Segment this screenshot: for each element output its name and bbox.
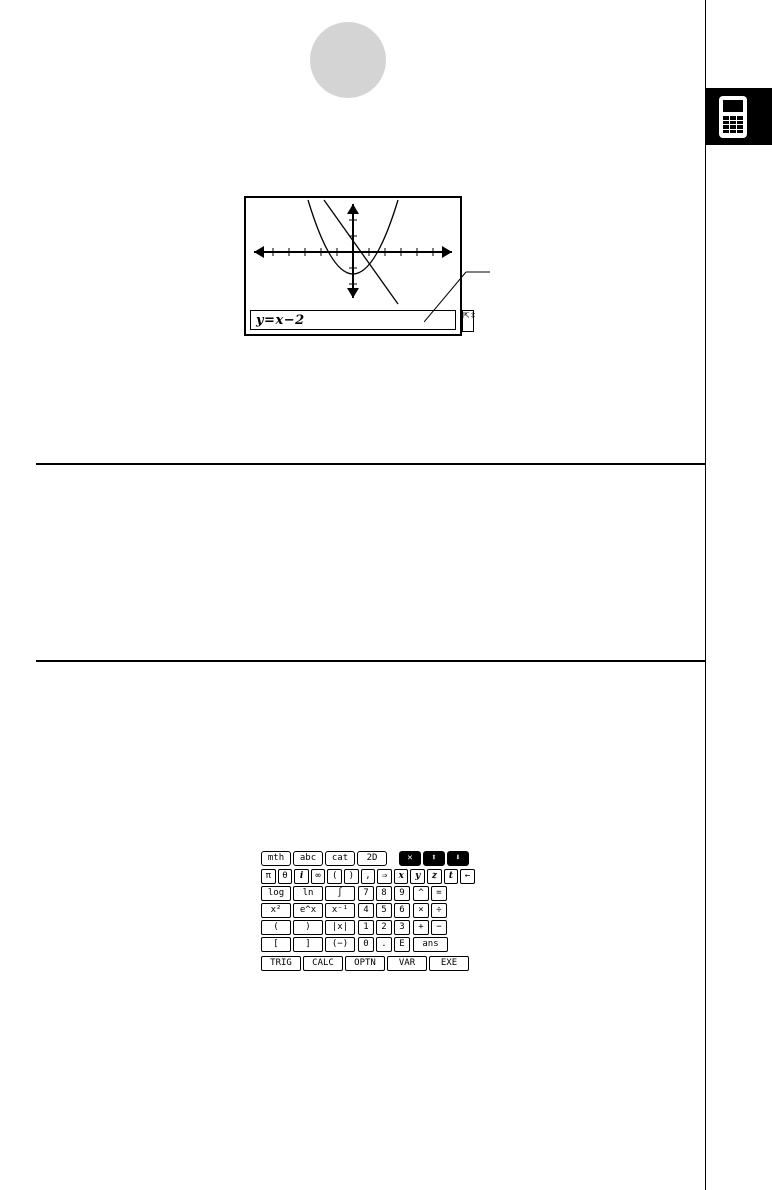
keyboard-function-block — [261, 886, 355, 954]
key-bracket-open[interactable]: [ — [261, 937, 291, 952]
key-ln[interactable]: ln — [293, 886, 323, 901]
tab-abc[interactable]: abc — [293, 851, 323, 866]
key-var[interactable]: VAR — [387, 956, 427, 971]
key-negative-sign[interactable]: (−) — [325, 937, 355, 952]
key-log[interactable]: log — [261, 886, 291, 901]
key-0[interactable]: 0 — [358, 937, 374, 952]
key-exe[interactable]: EXE — [429, 956, 469, 971]
key-3[interactable]: 3 — [394, 920, 410, 935]
keyboard-symbol-row — [261, 869, 475, 884]
key-backspace-icon[interactable]: ← — [460, 869, 475, 884]
key-exponent[interactable]: E — [394, 937, 410, 952]
key-minus[interactable]: − — [431, 920, 447, 935]
calculator-icon-keys — [723, 116, 743, 133]
key-plus[interactable]: + — [413, 920, 429, 935]
page-edge-rule — [705, 0, 706, 1190]
callout-leader-line — [424, 264, 490, 324]
key-equals[interactable]: = — [431, 886, 447, 901]
corner-tab — [706, 88, 772, 145]
key-paren-open-2[interactable]: ( — [261, 920, 291, 935]
close-keyboard-icon[interactable]: ✕ — [399, 851, 421, 866]
key-4[interactable]: 4 — [358, 903, 374, 918]
key-decimal-point[interactable]: . — [376, 937, 392, 952]
keyboard-numeric-block — [358, 886, 410, 954]
key-1[interactable]: 1 — [358, 920, 374, 935]
key-2[interactable]: 2 — [376, 920, 392, 935]
key-integral[interactable]: ∫ — [325, 886, 355, 901]
keyboard-menu-row — [261, 956, 475, 971]
scroll-down-icon[interactable]: ⬇ — [447, 851, 469, 866]
key-calc[interactable]: CALC — [303, 956, 343, 971]
soft-keyboard-figure — [261, 851, 475, 973]
key-optn[interactable]: OPTN — [345, 956, 385, 971]
key-var-x[interactable]: x — [394, 869, 409, 884]
key-ans[interactable]: ans — [413, 937, 448, 952]
key-7[interactable]: 7 — [358, 886, 374, 901]
key-comma[interactable]: , — [361, 869, 376, 884]
tab-cat[interactable]: cat — [325, 851, 355, 866]
keyboard-operator-block — [413, 886, 448, 954]
key-trig[interactable]: TRIG — [261, 956, 301, 971]
key-absolute-value[interactable]: |x| — [325, 920, 355, 935]
key-x-inverse[interactable]: x⁻¹ — [325, 903, 355, 918]
key-var-y[interactable]: y — [410, 869, 425, 884]
key-store-arrow[interactable]: ⇒ — [377, 869, 392, 884]
key-theta[interactable]: θ — [278, 869, 293, 884]
key-5[interactable]: 5 — [376, 903, 392, 918]
calculator-icon — [719, 96, 747, 138]
section-divider-top — [36, 463, 705, 465]
key-x-squared[interactable]: x² — [261, 903, 291, 918]
tab-2d[interactable]: 2D — [357, 851, 387, 866]
key-paren-open[interactable]: ( — [327, 869, 342, 884]
key-multiply[interactable]: × — [413, 903, 429, 918]
key-e-power-x[interactable]: e^x — [293, 903, 323, 918]
key-bracket-close[interactable]: ] — [293, 937, 323, 952]
key-var-z[interactable]: z — [427, 869, 442, 884]
key-var-t[interactable]: t — [444, 869, 459, 884]
key-pi[interactable]: π — [261, 869, 276, 884]
key-paren-close[interactable]: ) — [344, 869, 359, 884]
key-6[interactable]: 6 — [394, 903, 410, 918]
tab-mth[interactable]: mth — [261, 851, 291, 866]
calculator-icon-screen — [723, 100, 743, 112]
key-power[interactable]: ^ — [413, 886, 429, 901]
key-divide[interactable]: ÷ — [431, 903, 447, 918]
key-paren-close-2[interactable]: ) — [293, 920, 323, 935]
key-8[interactable]: 8 — [376, 886, 392, 901]
step-marker-circle — [310, 22, 386, 98]
key-9[interactable]: 9 — [394, 886, 410, 901]
key-imaginary[interactable]: i — [294, 869, 309, 884]
scroll-indicator-glyphs: ⇱⇳ — [463, 311, 477, 320]
scroll-up-icon[interactable]: ⬆ — [423, 851, 445, 866]
keyboard-tab-row — [261, 851, 475, 866]
section-divider-bottom — [36, 660, 705, 662]
expression-entry-value: y=x−2 — [256, 312, 305, 328]
tab-row-spacer — [389, 851, 399, 866]
keyboard-main-area — [261, 886, 475, 954]
key-infinity[interactable]: ∞ — [311, 869, 326, 884]
